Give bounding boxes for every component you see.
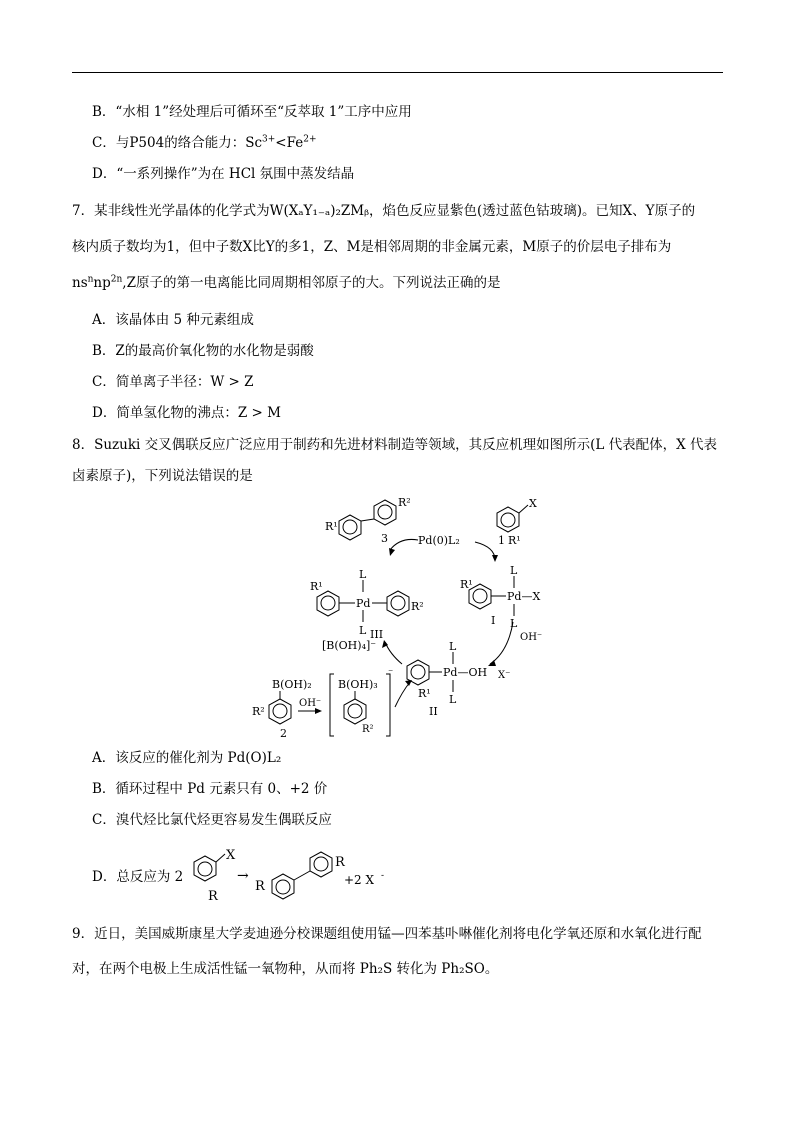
q8-stem-line1: 8．Suzuki 交叉偶联反应广泛应用于制药和先进材料制造等领域，其反应机理如图所示(L 代表配体，X 代表 <box>72 437 718 453</box>
q7-option-b: B．Z的最高价氧化物的水化物是弱酸 <box>92 343 314 359</box>
q8-stem-line2: 卤素原子)，下列说法错误的是 <box>72 468 253 484</box>
label-3: 3 <box>381 532 388 545</box>
complex-I-r1: R¹ <box>460 578 473 591</box>
complex-II-pd-oh: Pd—OH <box>443 666 488 679</box>
q7-option-d: D．简单氢化物的沸点：Z > M <box>92 405 281 421</box>
label-2: 2 <box>280 727 287 740</box>
arrow-III-to-pd0 <box>390 539 418 550</box>
biaryl-product-structure <box>272 852 332 899</box>
overall-x-label: X <box>226 848 236 863</box>
overall-reaction-diagram <box>175 842 405 912</box>
boronate-r2: R² <box>362 724 374 735</box>
q6-option-d: D．“一系列操作”为在 HCl 氛围中蒸发结晶 <box>92 166 355 182</box>
label-I: I <box>491 614 496 627</box>
q8-option-c: C．溴代烃比氯代烃更容易发生偶联反应 <box>92 812 332 828</box>
overall-tail: +2 X <box>344 873 375 887</box>
q7-option-c: C．简单离子半径：W > Z <box>92 374 254 390</box>
label-III: III <box>370 628 384 641</box>
reactant-1-structure <box>497 505 528 532</box>
complex-I-L-top: L <box>510 564 518 577</box>
overall-tail-charge: - <box>381 871 385 881</box>
borate-byproduct: [B(OH)₄]⁻ <box>322 639 377 652</box>
q9-stem-line1: 9．近日，美国威斯康星大学麦迪逊分校课题组使用锰—四苯基卟啉催化剂将电化学氧还原和水氧化进行配 <box>72 926 702 942</box>
complex-II-L-bottom: L <box>449 693 457 706</box>
reactant-x-label: X <box>529 497 537 510</box>
product-r2-label: R² <box>398 496 411 509</box>
pd0-catalyst-label: Pd(0)L₂ <box>418 534 460 547</box>
q7-option-a: A．该晶体由 5 种元素组成 <box>92 312 254 328</box>
overall-arrow: → <box>237 868 249 884</box>
header-rule <box>72 72 723 73</box>
complex-III-L-bottom: L <box>359 624 367 637</box>
q8-option-a: A．该反应的催化剂为 Pd(O)L₂ <box>92 750 282 766</box>
reactant-2-r2: R² <box>252 705 265 718</box>
oh-minus-activation: OH⁻ <box>299 698 322 709</box>
complex-II-r1: R¹ <box>418 687 431 700</box>
label-1: 1 <box>498 534 505 547</box>
label-II: II <box>429 705 438 718</box>
q6-option-b: B．“水相 1”经处理后可循环至“反萃取 1”工序中应用 <box>92 104 412 120</box>
q9-stem-line2: 对，在两个电极上生成活性锰一氧物种，从而将 Ph₂S 转化为 Ph₂SO。 <box>72 961 499 977</box>
aryl-halide-structure <box>194 854 225 881</box>
oh-minus-in: OH⁻ <box>520 632 543 643</box>
suzuki-mechanism-diagram <box>250 492 570 742</box>
arrow-II-to-III <box>385 642 402 664</box>
complex-III-pd: Pd <box>356 597 371 610</box>
overall-r-label: R <box>208 889 218 904</box>
q8-option-b: B．循环过程中 Pd 元素只有 0、+2 价 <box>92 781 328 797</box>
arrow-pd0-to-I <box>475 542 495 560</box>
complex-II-L-top: L <box>449 640 457 653</box>
product-r1-label: R¹ <box>325 520 338 533</box>
complex-I-pd-x: Pd—X <box>507 590 541 603</box>
reactant-r1-label: R¹ <box>508 534 521 547</box>
complex-III-r2: R² <box>411 600 424 613</box>
x-minus-out: X⁻ <box>498 670 511 681</box>
q7-stem-line1: 7．某非线性光学晶体的化学式为W(XₐY₁₋ₐ)₂ZMᵦ，焰色反应显紫色(透过蓝色钴玻璃)。已知X、Y原子的 <box>72 203 696 219</box>
boronic-acid-label: B(OH)₂ <box>272 678 312 691</box>
q7-formula: W(XₐY₁₋ₐ)₂ZMᵦ <box>269 203 370 219</box>
q7-stem-line3: $ns^nnp^{2n},Z$原子的第一电离能比同周期相邻原子的大。下列说法正确的是 <box>72 274 501 291</box>
boronate-label: B(OH)₃ <box>338 678 378 691</box>
overall-product-r-right: R <box>335 855 345 870</box>
q6-option-c: C．与P504的络合能力：$Sc^{3+}<Fe^{2+}$ <box>92 134 317 151</box>
complex-III-r1: R¹ <box>310 580 323 593</box>
q8-option-d: D．总反应为 2 <box>92 869 184 885</box>
complex-I-L-bottom: L <box>510 617 518 630</box>
arrow-boronate-to-II <box>395 682 410 707</box>
q7-stem-line2: 核内质子数均为1，但中子数X比Y的多1，Z、M是相邻周期的非金属元素，M原子的价层电子排布为 <box>72 239 672 255</box>
overall-product-r-left: R <box>255 879 265 894</box>
boronate-charge: ⁻ <box>388 668 394 679</box>
complex-III-L-top: L <box>359 568 367 581</box>
